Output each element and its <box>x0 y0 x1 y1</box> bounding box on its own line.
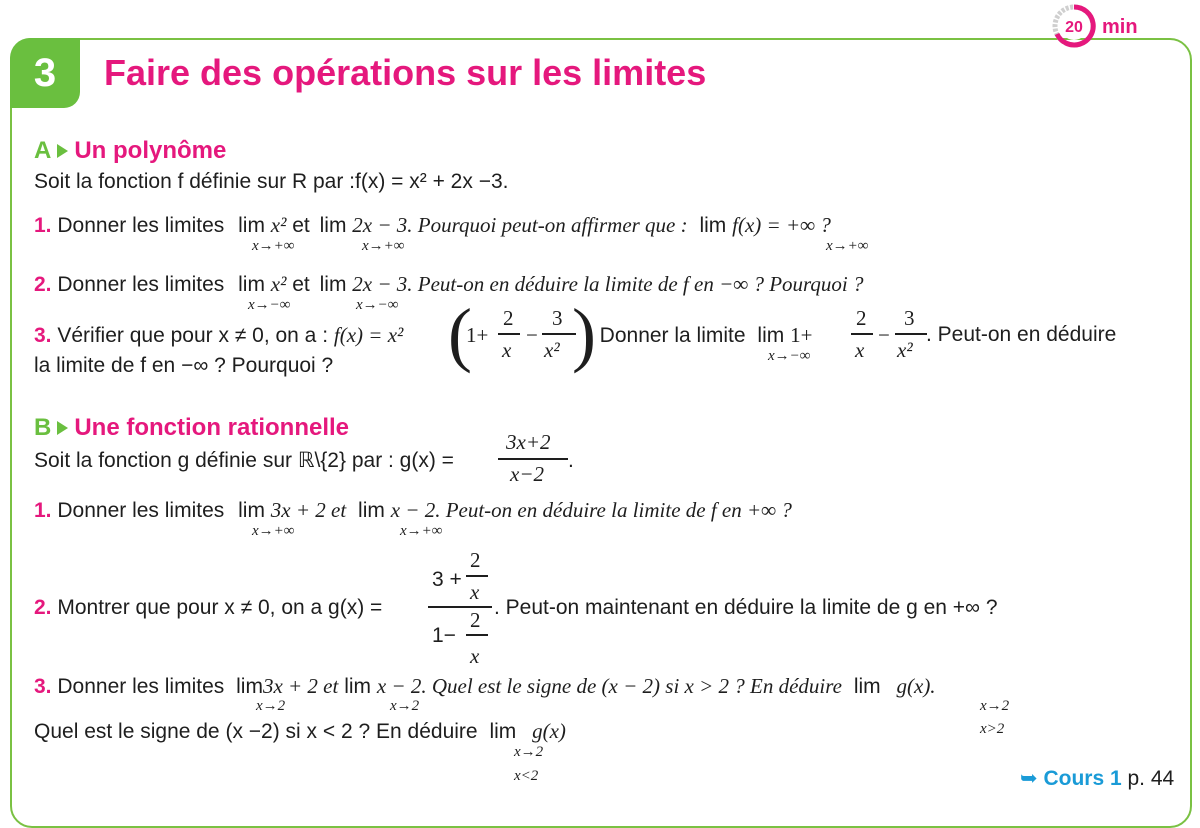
a-q3-text-c: . Peut-on en déduire <box>926 323 1117 346</box>
a-q3-line2: la limite de f en −∞ ? Pourquoi ? <box>34 354 334 377</box>
b-q3-line2: Quel est le signe de (x −2) si x < 2 ? En déduire lim g(x) <box>34 719 566 743</box>
a-q3-minus: − <box>526 323 538 347</box>
timer-unit: min <box>1102 16 1138 38</box>
a-q2-line: 2. Donner les limites lim x² et lim 2x − 3. Peut-on en déduire la limite de f en −∞ ? Pourquoi ? <box>34 272 864 296</box>
b-intro-frac-den: x−2 <box>510 462 544 486</box>
a-q1-sub-3: x→+∞ <box>826 238 869 254</box>
exercise-number: 3 <box>10 38 80 108</box>
triangle-icon <box>57 144 68 158</box>
b-q3-line: 3. Donner les limites lim3x + 2 et lim x − 2. Quel est le signe de (x − 2) si x > 2 ? En déduire lim g(x). <box>34 674 936 698</box>
section-a-heading: A Un polynôme <box>34 137 227 164</box>
b-q3-sub-1: x→2 <box>256 698 286 714</box>
b-q2-bottom-num: 2 <box>470 608 481 632</box>
a-q1-line: 1. Donner les limites lim x² et lim 2x − 3. Pourquoi peut-on affirmer que : lim f(x) = +∞ ? <box>34 213 831 237</box>
a-q3-lim-minus: − <box>878 323 890 347</box>
a-q3-lim-den-x2: x² <box>897 338 913 362</box>
b-q2-top-den: x <box>470 580 480 604</box>
section-b-heading: B Une fonction rationnelle <box>34 414 350 441</box>
section-b-intro: Soit la fonction g définie sur ℝ\{2} par : g(x) = <box>34 449 454 472</box>
b-q2-line: 2. Montrer que pour x ≠ 0, on a g(x) = <box>34 596 383 619</box>
a-q3-num3: 3 <box>552 306 563 330</box>
b-q3-sub-2: x→2 <box>390 698 420 714</box>
a-q3-start: 3. Vérifier que pour x ≠ 0, on a : f(x) = x² <box>34 323 404 347</box>
b-q1-sub-1: x→+∞ <box>252 523 295 539</box>
b-q3-sub-6: x<2 <box>514 768 539 784</box>
b-q2-top-frac-line <box>466 575 488 577</box>
left-paren: ( <box>448 294 472 374</box>
b-q3-sub-4: x>2 <box>980 721 1005 737</box>
timer-icon <box>1052 4 1096 48</box>
b-q2-bottom-frac-line <box>466 634 488 636</box>
b-q3-sub-5: x→2 <box>514 744 544 760</box>
b-q1-sub-2: x→+∞ <box>400 523 443 539</box>
a-q3-text-b: . Donner la limite lim 1+ <box>588 323 813 347</box>
cours-link[interactable]: ➥ Cours 1 p. 44 <box>1020 767 1175 790</box>
a-q3-lim-num3: 3 <box>904 306 915 330</box>
exercise-title: Faire des opérations sur les limites <box>104 52 707 93</box>
a-q3-den-x2: x² <box>544 338 560 362</box>
a-q1-sub-1: x→+∞ <box>252 238 295 254</box>
a-q2-sub-2: x→−∞ <box>356 297 399 313</box>
a-q3-frac1-line <box>498 333 520 335</box>
arrow-icon: ➥ <box>1020 767 1038 790</box>
b-q2-text-b: . Peut-on maintenant en déduire la limite de g en +∞ ? <box>494 596 998 619</box>
section-a-intro: Soit la fonction f définie sur R par :f(x) = x² + 2x −3. <box>34 170 509 193</box>
a-q3-lim-num2: 2 <box>856 306 867 330</box>
b-q2-bottom-den: x <box>470 644 480 668</box>
a-q3-frac2-line <box>542 333 576 335</box>
a-q3-lim-frac1-line <box>851 333 873 335</box>
right-paren: ) <box>572 294 596 374</box>
a-q3-den-x: x <box>502 338 512 362</box>
a-q3-one-plus: 1+ <box>466 323 489 347</box>
a-q2-sub-1: x→−∞ <box>248 297 291 313</box>
timer-value: 20 <box>1065 19 1083 36</box>
a-q1-sub-2: x→+∞ <box>362 238 405 254</box>
b-intro-end: . <box>568 449 574 472</box>
b-q2-bottom: 1− <box>432 624 456 647</box>
b-q2-top: 3 + <box>432 568 462 591</box>
b-q2-top-num: 2 <box>470 548 481 572</box>
a-q3-sub: x→−∞ <box>768 348 811 364</box>
a-q3-num2: 2 <box>503 306 514 330</box>
a-q3-lim-frac2-line <box>895 333 927 335</box>
triangle-icon <box>57 421 68 435</box>
b-q3-sub-3: x→2 <box>980 698 1010 714</box>
a-q3-lim-den-x: x <box>855 338 865 362</box>
b-q2-main-frac-line <box>428 606 492 608</box>
b-intro-frac-line <box>498 458 568 460</box>
b-q1-line: 1. Donner les limites lim 3x + 2 et lim x − 2. Peut-on en déduire la limite de f en +∞ ? <box>34 498 792 522</box>
b-intro-frac-num: 3x+2 <box>506 430 551 454</box>
